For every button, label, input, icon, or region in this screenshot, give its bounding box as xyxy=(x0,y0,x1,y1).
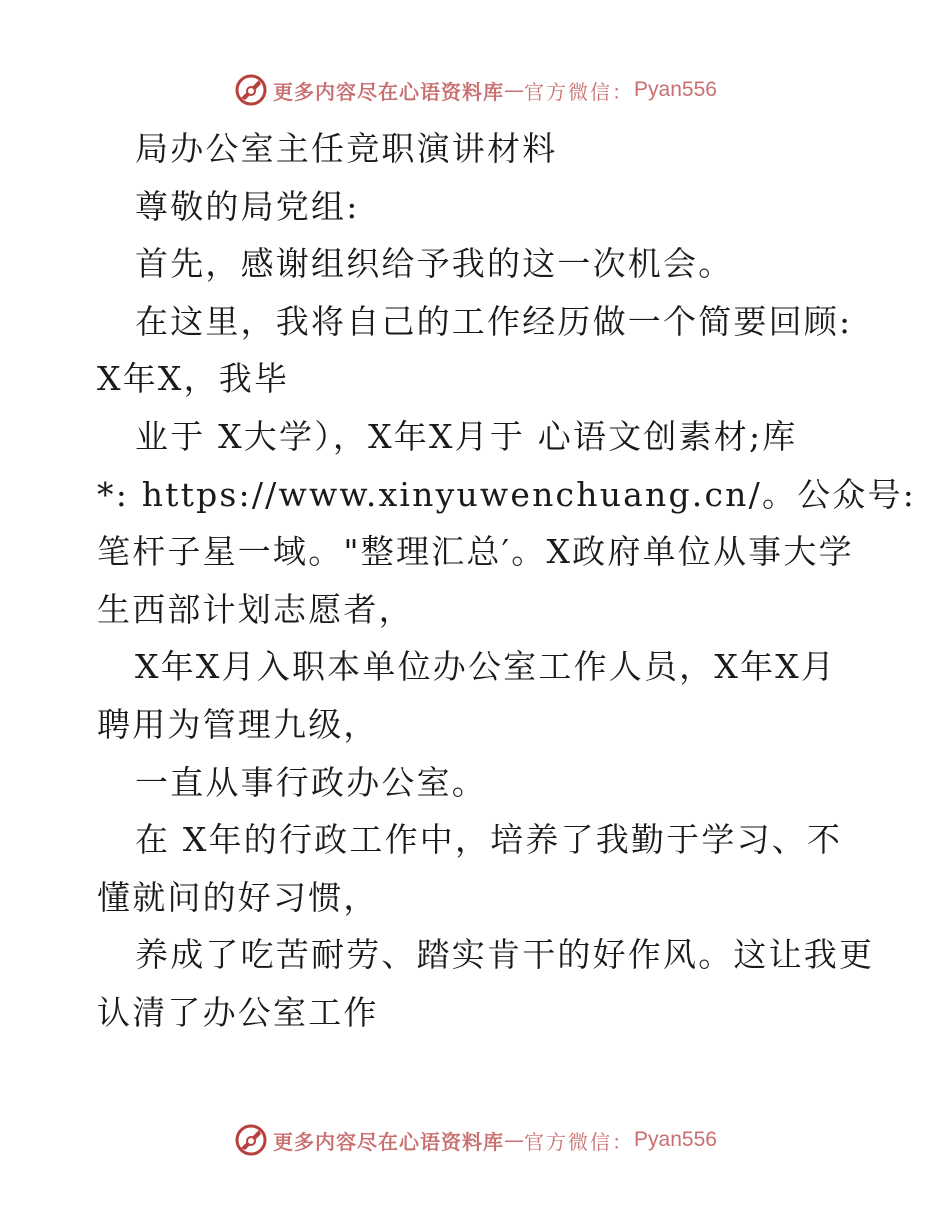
footer-banner xyxy=(0,1120,950,1160)
paragraph-line: 首先，感谢组织给予我的这一次机会。 xyxy=(135,244,734,284)
banner-brand-text: 更多内容尽在心语资料库 xyxy=(273,1129,505,1154)
quill-logo-icon xyxy=(233,1122,269,1158)
banner-separator: — xyxy=(504,1128,525,1152)
paragraph-line: 在这里，我将自己的工作经历做一个简要回顾: xyxy=(135,301,853,341)
paragraph-line: 认清了办公室工作 xyxy=(97,992,379,1032)
banner-wechat-label: 官方微信： xyxy=(524,79,635,104)
header-banner xyxy=(0,70,950,110)
paragraph-line: 在 X年的行政工作中，培养了我勤于学习、不 xyxy=(135,820,843,860)
paragraph-line: 业于 X大学），X年X月于 心语文创素材;库 xyxy=(135,416,798,456)
paragraph-line: 笔杆子星一域。"整理汇总′。X政府单位从事大学 xyxy=(97,532,854,572)
paragraph-line: 养成了吃苦耐劳、踏实肯干的好作风。这让我更 xyxy=(135,935,875,975)
document-title: 局办公室主任竞职演讲材料 xyxy=(135,129,558,168)
paragraph-line: 一直从事行政办公室。 xyxy=(135,762,487,802)
banner-wechat-id: Pyan556 xyxy=(634,1128,717,1151)
paragraph-line: X年X，我毕 xyxy=(97,359,290,399)
paragraph-line: 懂就问的好习惯， xyxy=(97,877,379,917)
paragraph-line: 聘用为管理九级， xyxy=(97,704,379,744)
banner-brand-text: 更多内容尽在心语资料库 xyxy=(273,79,505,104)
quill-logo-icon xyxy=(233,72,269,108)
banner-wechat-label: 官方微信： xyxy=(524,1129,635,1154)
paragraph-line: 生西部计划志愿者， xyxy=(97,589,414,629)
document-body xyxy=(97,120,917,1042)
paragraph-line: X年X月入职本单位办公室工作人员，X年X月 xyxy=(135,647,837,687)
banner-wechat-id: Pyan556 xyxy=(634,78,717,101)
banner-separator: — xyxy=(504,78,525,102)
salutation: 尊敬的局党组: xyxy=(135,186,360,226)
paragraph-line: *: https://www.xinyuwenchuang.cn/。公众号: xyxy=(97,474,917,514)
